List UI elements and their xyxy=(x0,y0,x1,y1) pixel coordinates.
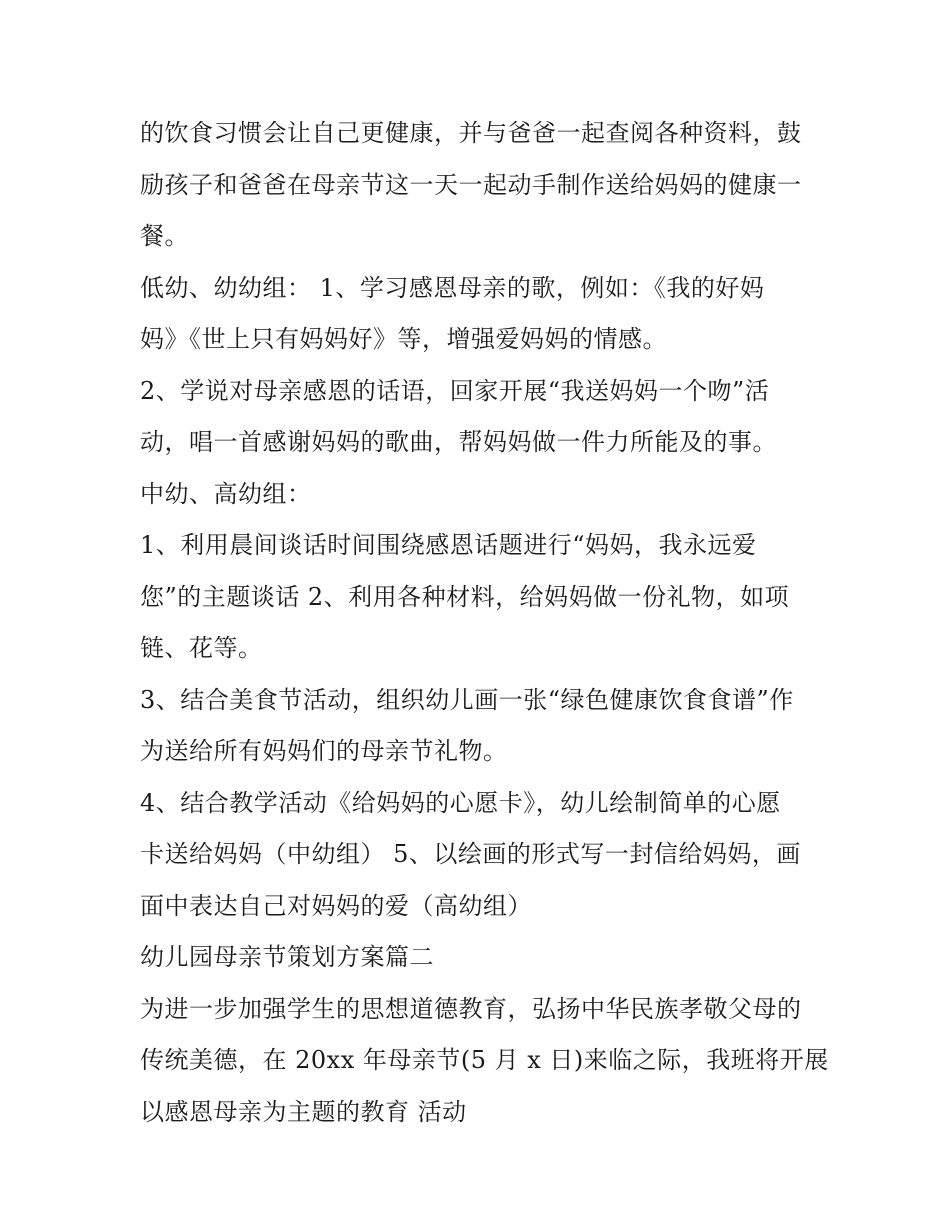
section-heading: 中幼、高幼组： xyxy=(140,479,312,508)
text-line: 4、结合教学活动《给妈妈的心愿卡》，幼儿绘制简单的心愿 xyxy=(140,788,781,817)
text-line: 餐。 xyxy=(140,222,189,250)
text-line: 动，唱一首感谢妈妈的歌曲，帮妈妈做一件力所能及的事。 xyxy=(140,428,777,456)
text-line: 3、结合美食节活动，组织幼儿画一张“绿色健康饮食食谱”作 xyxy=(140,685,794,714)
document-body xyxy=(140,108,829,1138)
text-line: 的饮食习惯会让自己更健康，并与爸爸一起查阅各种资料，鼓 xyxy=(140,119,802,147)
text-line: 为进一步加强学生的思想道德教育，弘扬中华民族孝敬父母的 xyxy=(140,994,802,1023)
text-line: 以感恩母亲为主题的教育 活动 xyxy=(140,1097,467,1126)
text-line: 面中表达自己对妈妈的爱（高幼组） xyxy=(140,891,532,920)
text-line: 励孩子和爸爸在母亲节这一天一起动手制作送给妈妈的健康一 xyxy=(140,170,802,199)
text-line: 卡送给妈妈（中幼组） 5、以绘画的形式写一封信给妈妈，画 xyxy=(140,840,801,868)
text-line: 传统美德，在 20xx 年母亲节(5 月 x 日)来临之际，我班将开展 xyxy=(140,1046,829,1074)
text-line: 2、学说对母亲感恩的话语，回家开展“我送妈妈一个吻”活 xyxy=(140,376,770,405)
section-title: 幼儿园母亲节策划方案篇二 xyxy=(140,943,434,971)
text-line: 妈》《世上只有妈妈好》等，增强爱妈妈的情感。 xyxy=(140,325,667,353)
text-line: 链、花等。 xyxy=(140,634,263,662)
text-line: 您”的主题谈话 2、利用各种材料，给妈妈做一份礼物，如项 xyxy=(140,582,790,611)
text-line: 为送给所有妈妈们的母亲节礼物。 xyxy=(140,737,508,765)
text-line: 低幼、幼幼组： 1、学习感恩母亲的歌，例如：《我的好妈 xyxy=(140,273,765,302)
text-line: 1、利用晨间谈话时间围绕感恩话题进行“妈妈，我永远爱 xyxy=(140,531,757,559)
